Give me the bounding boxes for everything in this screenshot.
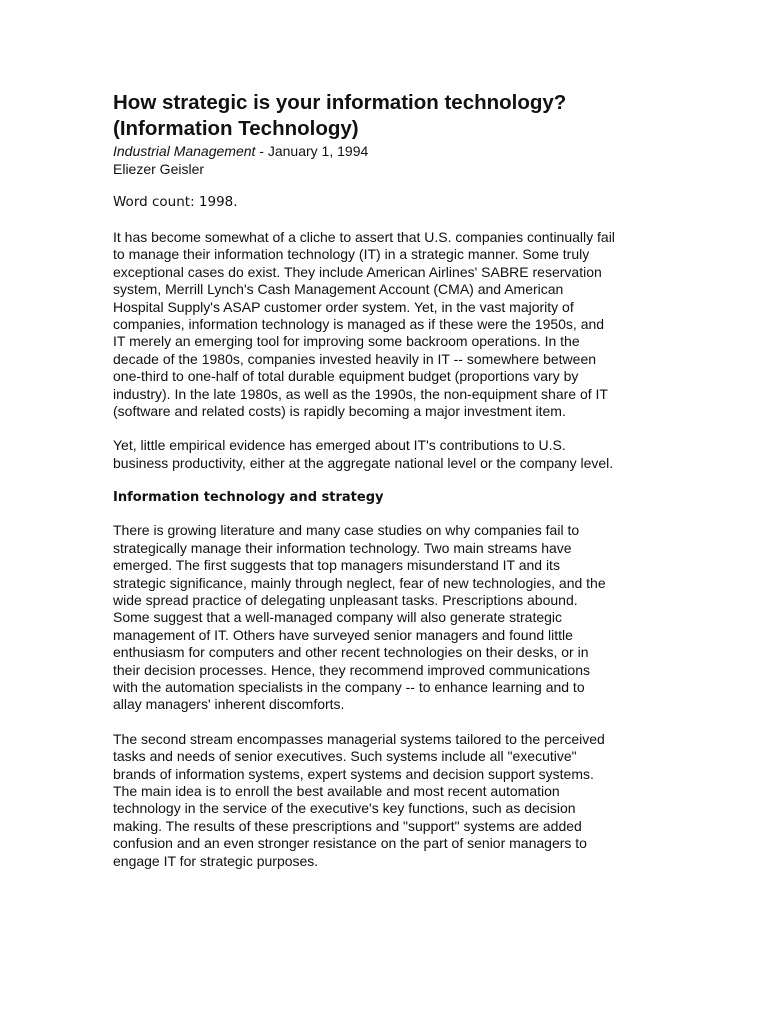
article-title [113, 90, 673, 142]
article-title-line-2: (Information Technology) [113, 117, 359, 140]
author-name: Eliezer Geisler [113, 161, 205, 177]
publication-name: Industrial Management [113, 143, 256, 159]
publication-line [113, 142, 673, 160]
section-paragraph: The second stream encompasses managerial systems tailored to the perceived tasks and needs of senior executives. Such systems include all "executive" brands of information systems, expert systems and decision support systems. The main idea is to enroll the best available and most recent automation technology in the service of the executive's key functions, such as decision making. The results of these prescriptions and "support" systems are added confusion and an even stronger resistance on the part of senior managers to engage IT for strategic purposes. [113, 730, 605, 869]
article-title-line-1: How strategic is your information technology? [113, 91, 567, 114]
section-heading: Information technology and strategy [113, 490, 384, 506]
body-paragraph: Yet, little empirical evidence has emerged about IT's contributions to U.S. business productivity, either at the aggregate national level or the company level. [113, 437, 614, 471]
body-paragraph: It has become somewhat of a cliche to assert that U.S. companies continually fail to manage their information technology (IT) in a strategic manner. Some truly exceptional cases do exist. They include American Airlines' SABRE reservation system, Merrill Lynch's Cash Management Account (CMA) and American Hospital Supply's ASAP customer order system. Yet, in the vast majority of companies, information technology is managed as if these were the 1950s, and IT merely an emerging tool for improving some backroom operations. In the decade of the 1980s, companies invested heavily in IT -- somewhere between one-third to one-half of total durable equipment budget (proportions vary by industry). In the late 1980s, as well as the 1990s, the non-equipment share of IT (software and related costs) is rapidly becoming a major investment item. [113, 229, 615, 420]
publication-date: - January 1, 1994 [255, 143, 369, 159]
section-paragraph: There is growing literature and many case studies on why companies fail to strategically manage their information technology. Two main streams have emerged. The first suggests that top managers misunderstand IT and its strategic significance, mainly through neglect, fear of new technologies, and the wide spread practice of delegating unpleasant tasks. Prescriptions abound. Some suggest that a well-managed company will also generate strategic management of IT. Others have surveyed senior managers and found little enthusiasm for computers and other recent technologies on their desks, or in their decision processes. Hence, they recommend improved communications with the automation specialists in the company -- to enhance learning and to allay managers' inherent discomforts. [113, 522, 606, 713]
word-count: Word count: 1998. [113, 194, 238, 210]
article [113, 90, 673, 887]
